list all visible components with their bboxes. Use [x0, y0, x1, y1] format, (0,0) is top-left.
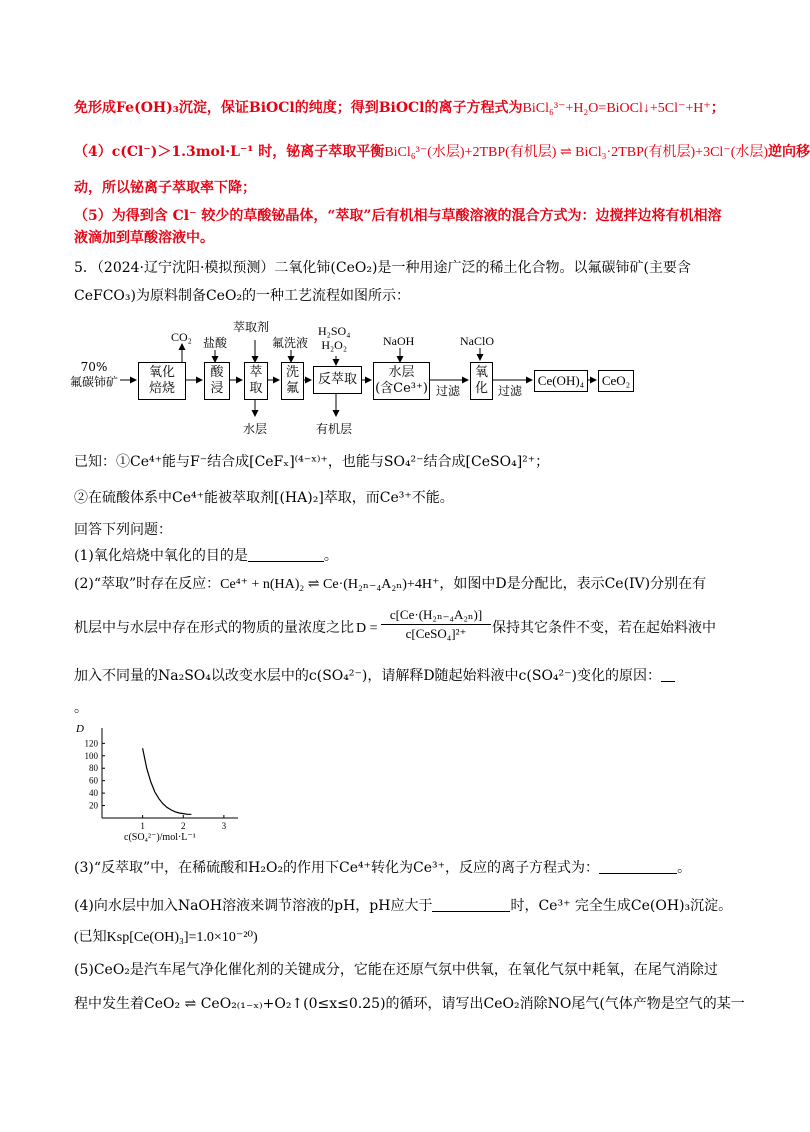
q1-end: 。 [323, 548, 338, 564]
q2-line3 [74, 666, 675, 686]
filter-label-2: 过滤 [498, 384, 523, 398]
chart-y-tick-label: 120 [84, 738, 98, 749]
box-ce-oh-4: Ce(OH)₄ [534, 370, 588, 392]
q3-text: (3)“反萃取”中，在稀硫酸和H₂O₂的作用下Ce⁴⁺转化为Ce³⁺，反应的离子方程式为： [74, 860, 600, 876]
input-extractant: 萃取剂 [233, 320, 270, 334]
chart-y-tick-label: 100 [84, 750, 98, 761]
q2-answer-blank[interactable] [661, 667, 675, 682]
answer-3-text: 免形成Fe(OH)₃沉淀，保证BiOCl的纯度；得到BiOCl的离子方程式为 [74, 100, 523, 116]
answer-3-end: ； [710, 100, 725, 116]
q2-text-b: ，如图中D是分配比，表示Ce(IV)分别在有 [439, 576, 707, 592]
q2-text-a: (2)“萃取”时存在反应： [74, 576, 221, 592]
q4-known: (已知Ksp[Ce(OH)₃]=1.0×10⁻²⁰) [74, 930, 258, 945]
q2-text-d: 保持其它条件不变，若在起始料液中 [492, 620, 716, 636]
q3-end: 。 [677, 860, 692, 876]
answer-4-line2: 动，所以铋离子萃取率下降； [74, 180, 256, 196]
q2-d-symbol: D = [356, 621, 378, 636]
box-aqueous-layer: 水层 (含Ce³⁺) [373, 362, 430, 400]
q3-line [74, 858, 691, 878]
q3-answer-blank[interactable] [599, 859, 677, 874]
q4-text-b: 时，Ce³⁺ 完全生成Ce(OH)₃沉淀。 [510, 898, 733, 914]
d-curve [143, 748, 192, 814]
answer-4-equation: BiCl₆³⁻(水层)+2TBP(有机层) ⇌ BiCl₃·2TBP(有机层)+3Cl⁻(水层) [384, 145, 769, 160]
chart-x-tick-label: 2 [181, 821, 186, 831]
q4-line [74, 896, 732, 916]
chart-y-tick-label: 60 [89, 775, 98, 786]
filter-label-1: 过滤 [436, 384, 461, 398]
box-ceo2: CeO₂ [598, 370, 634, 392]
box-extraction: 萃 取 [244, 362, 268, 400]
output-aqueous-layer: 水层 [243, 422, 268, 436]
box-oxidation: 氧 化 [470, 362, 493, 400]
answer-4-start: （4）c(Cl⁻)＞1.3mol·L⁻¹ 时，铋离子萃取平衡 [74, 144, 385, 160]
q2-end: 。 [74, 700, 88, 716]
chart-x-tick-label: 1 [140, 821, 145, 831]
box-back-extraction: 反萃取 [313, 366, 362, 394]
q2-fraction-denominator: c[CeSO₄]²⁺ [405, 626, 467, 641]
q2-text-e: 加入不同量的Na₂SO₄以改变水层中的c(SO₄²⁻)，请解释D随起始料液中c(SO₄²⁻)变化的原因： [74, 668, 662, 684]
chart-y-tick-label: 20 [89, 800, 98, 811]
q2-line1 [74, 574, 706, 595]
q2-fraction [381, 606, 491, 643]
input-naoh: NaOH [383, 334, 415, 348]
q2-fraction-numerator: c[Ce·(H₂ₙ₋₄A₂ₙ)] [381, 606, 491, 625]
q1-answer-blank[interactable] [248, 547, 324, 562]
q5-line2: 程中发生着CeO₂ ⇌ CeO₂₍₁₋ₓ₎+O₂↑(0≤x≤0.25)的循环，请写出CeO₂消除NO尾气(气体产物是空气的某一 [74, 996, 745, 1012]
q2-equation: Ce⁴⁺ + n(HA)₂ ⇌ Ce·(H₂ₙ₋₄A₂ₙ)+4H⁺ [220, 577, 440, 592]
answer-5-line1: （5）为得到含 Cl⁻ 较少的草酸铋晶体，“萃取”后有机相与草酸溶液的混合方式为：边搅拌边将有机相溶 [74, 208, 722, 224]
answer-5-line2: 液滴加到草酸溶液中。 [74, 230, 214, 246]
q1-line [74, 546, 338, 566]
answer-3-line [74, 98, 725, 119]
start-material: 70% 氟碳铈矿 [70, 360, 119, 389]
q1-text: (1)氧化焙烧中氧化的目的是 [74, 548, 248, 564]
q2-line2 [74, 618, 380, 639]
d-vs-sulfate-chart [76, 724, 246, 842]
q4-answer-blank[interactable] [432, 897, 510, 912]
input-naclo: NaClO [460, 334, 494, 348]
known-line2: ②在硫酸体系中Ce⁴⁺能被萃取剂[(HA)₂]萃取，而Ce³⁺不能。 [74, 490, 454, 506]
box-acid-leach: 酸 浸 [204, 362, 230, 400]
prompt-line: 回答下列问题： [74, 522, 172, 538]
start-material-label [70, 360, 118, 390]
answer-3-equation: BiCl₆³⁻+H₂O=BiOCl↓+5Cl⁻+H⁺ [522, 101, 711, 116]
input-fluorine-wash-liquid: 氟洗液 [272, 336, 309, 350]
input-h2so4-h2o2: H₂SO₄ H₂O₂ [318, 324, 351, 352]
question-intro-line1: 5．（2024·辽宁沈阳·模拟预测）二氧化铈(CeO₂)是一种用途广泛的稀土化合物。以氟碳铈矿(主要含 [74, 260, 691, 276]
box-oxidation-roasting: 氧化 焙烧 [138, 362, 186, 400]
output-organic-layer: 有机层 [316, 422, 353, 436]
known-line1: 已知：①Ce⁴⁺能与F⁻结合成[CeFₓ]⁽⁴⁻ˣ⁾⁺，也能与SO₄²⁻结合成[CeSO₄]²⁺； [74, 454, 550, 470]
process-flowchart [70, 318, 730, 443]
q4-text-a: (4)向水层中加入NaOH溶液来调节溶液的pH，pH应大于 [74, 898, 433, 914]
chart-y-label: D [76, 723, 84, 735]
q2-text-c: 机层中与水层中存在形式的物质的量浓度之比 [74, 620, 354, 636]
chart-x-label: c(SO₄²⁻)/mol·L⁻¹ [124, 832, 196, 843]
chart-x-tick-label: 3 [221, 821, 227, 831]
chart-y-tick-label: 40 [89, 788, 98, 799]
box-fluorine-wash: 洗 氟 [281, 362, 304, 400]
input-hydrochloric-acid: 盐酸 [203, 336, 228, 350]
q5-line1: (5)CeO₂是汽车尾气净化催化剂的关键成分，它能在还原气氛中供氧，在氧化气氛中耗氧，在尾气消除过 [74, 962, 718, 978]
answer-4-end: 逆向移 [768, 144, 810, 160]
output-co2: CO₂ [171, 330, 192, 344]
question-intro-line2: CeFCO₃)为原料制备CeO₂的一种工艺流程如图所示： [74, 288, 411, 304]
chart-y-tick-label: 80 [89, 763, 98, 774]
answer-4-line [74, 142, 810, 163]
